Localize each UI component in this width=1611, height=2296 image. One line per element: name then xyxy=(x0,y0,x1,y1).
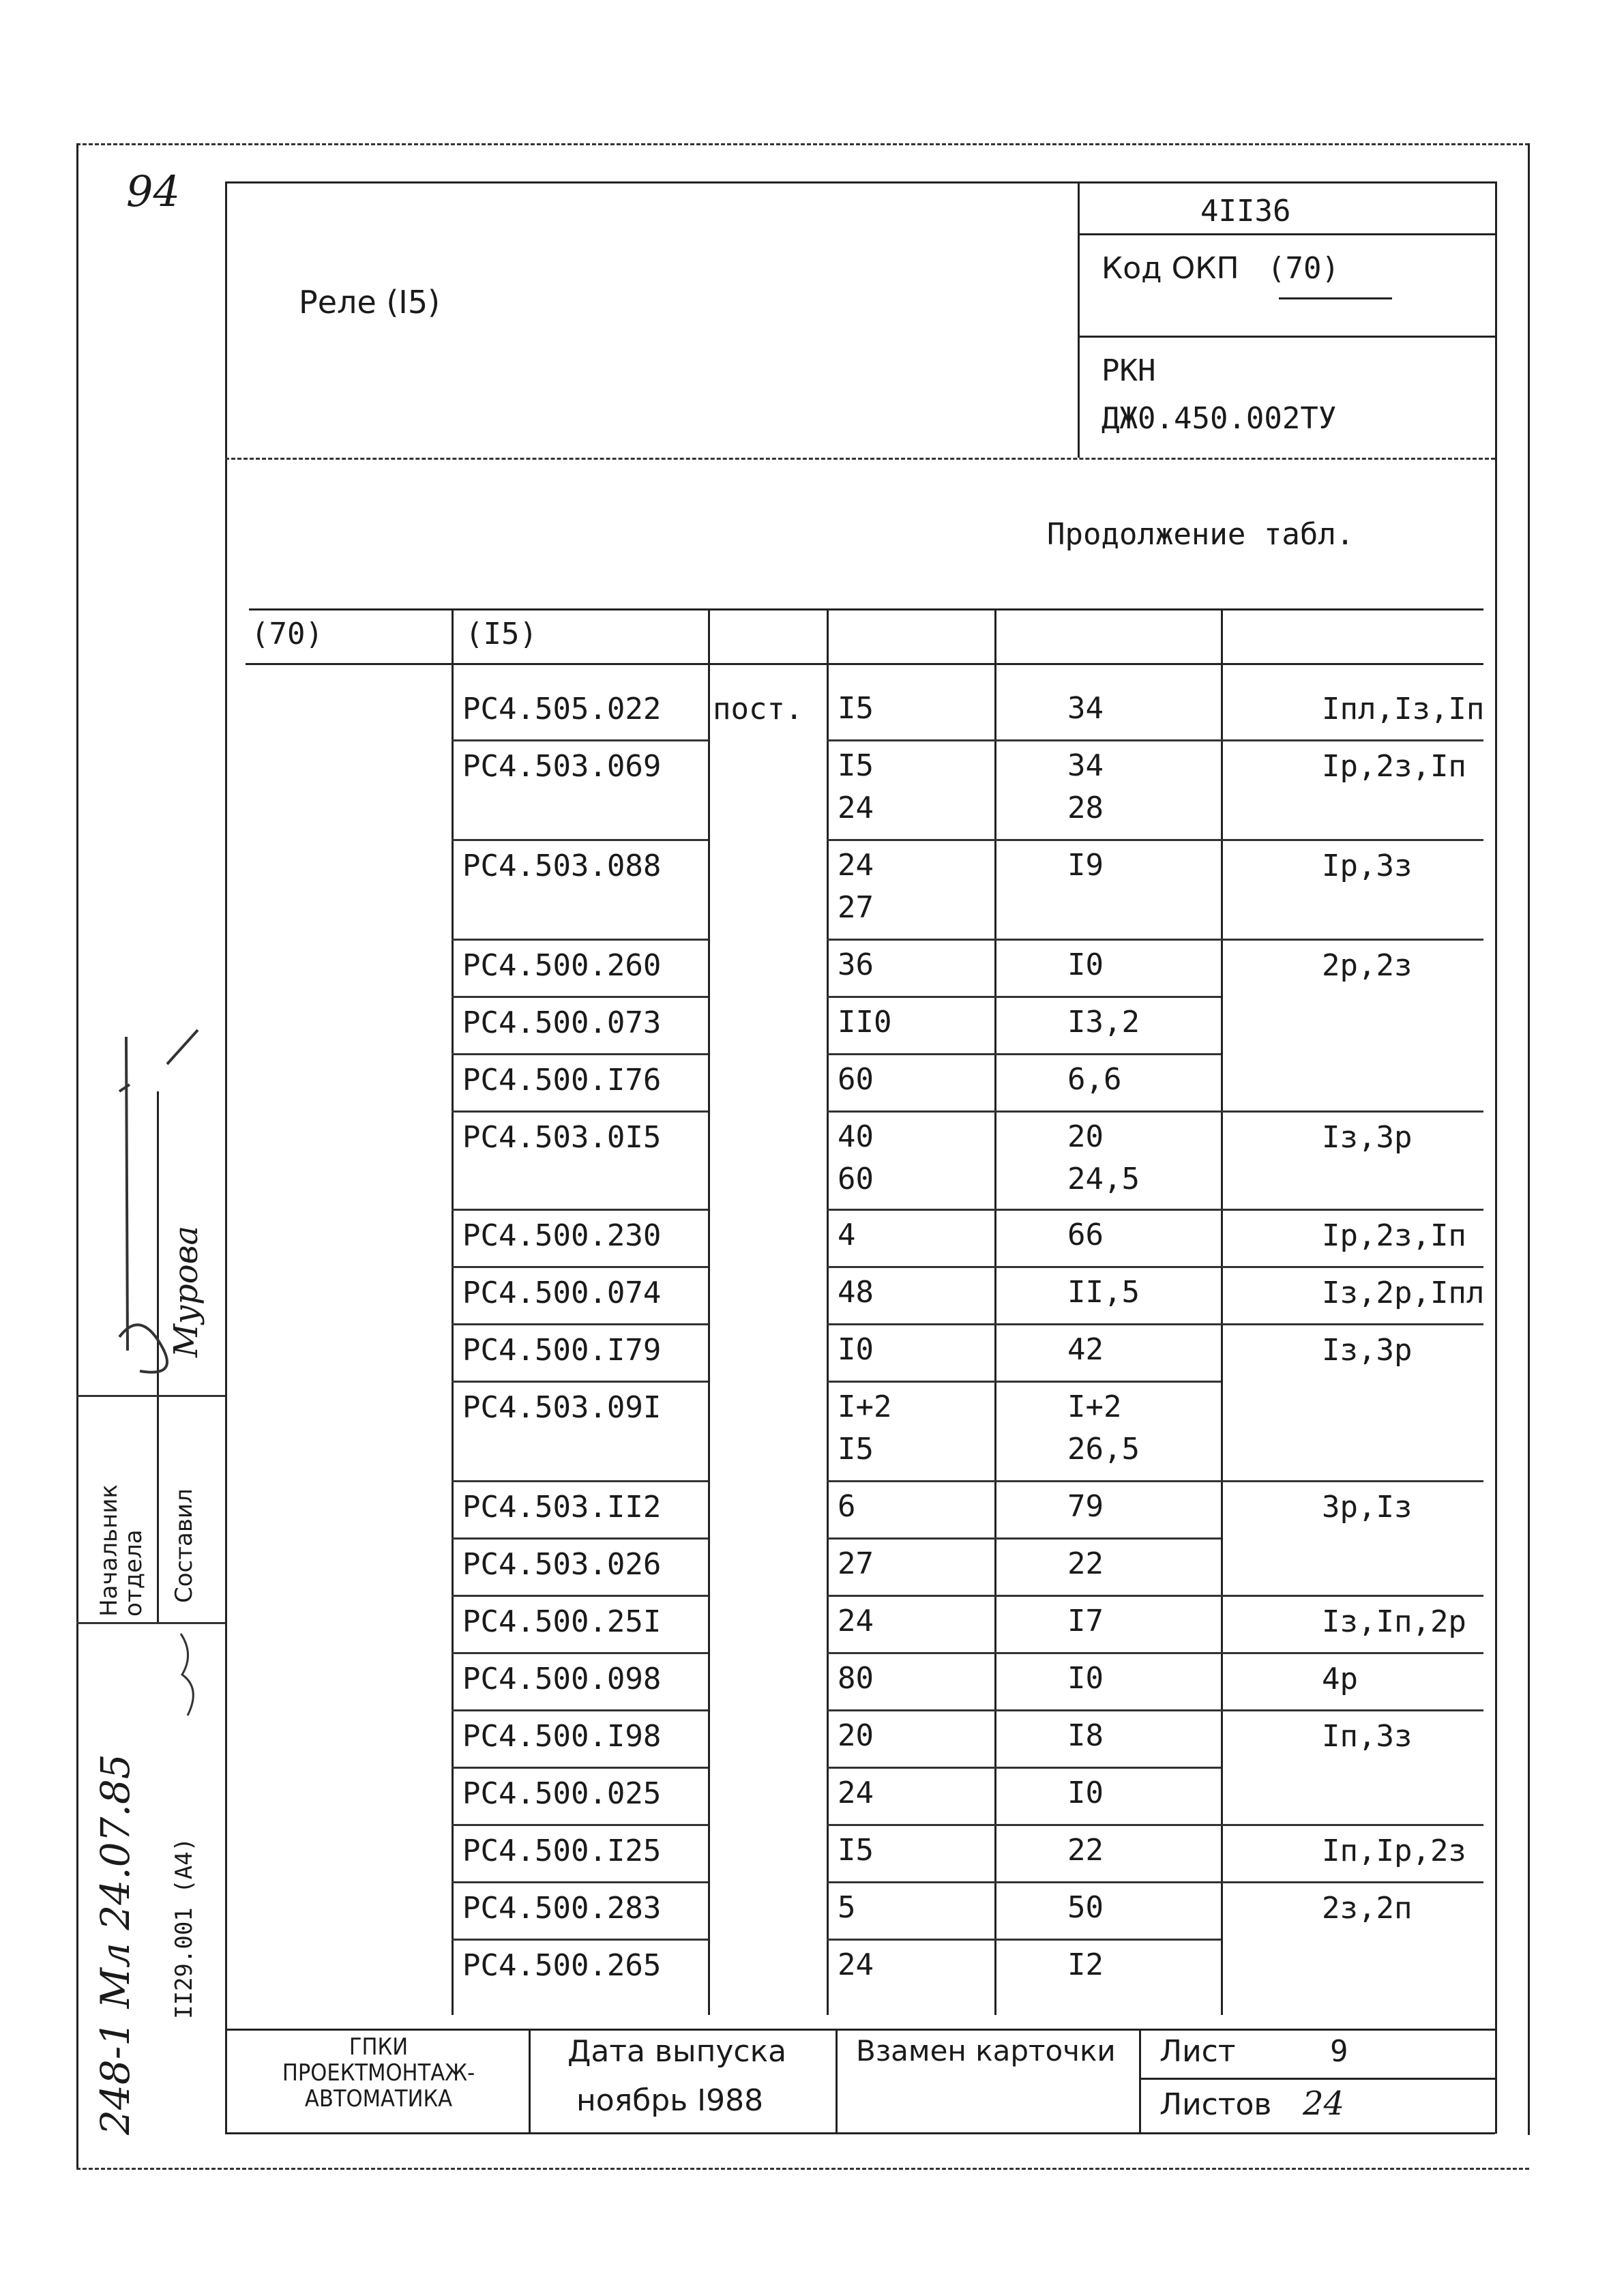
margin-head-label: Начальник отдела xyxy=(95,1484,147,1617)
row-value-2: 66 xyxy=(1067,1218,1104,1252)
row-contacts: Iз,3р xyxy=(1322,1333,1413,1368)
footer-sheet-line xyxy=(1139,2078,1495,2080)
row-value-2: 22 xyxy=(1067,1833,1104,1868)
row-sep xyxy=(452,939,708,941)
row-value-1: 24 27 xyxy=(838,848,874,925)
row-code: РС4.500.073 xyxy=(462,1005,662,1040)
row-value-2: 79 xyxy=(1067,1489,1104,1524)
row-value-2: II,5 xyxy=(1067,1275,1140,1310)
row-value-2: 6,6 xyxy=(1067,1062,1122,1097)
col-line-5 xyxy=(1221,608,1223,2015)
document-title: Реле (I5) xyxy=(299,284,441,321)
signature-scribble xyxy=(78,1010,228,1392)
row-value-1: 6 xyxy=(838,1489,856,1524)
row-value-1: 4 xyxy=(838,1218,856,1252)
footer-div-2 xyxy=(836,2029,838,2132)
row-sep xyxy=(827,1053,1221,1055)
table-header-top xyxy=(249,608,1483,610)
row-contacts: 4р xyxy=(1322,1662,1358,1696)
footer-date-value: ноябрь I988 xyxy=(576,2083,764,2118)
row-contacts: 2з,2п xyxy=(1322,1891,1413,1926)
okp-underline xyxy=(1279,297,1392,299)
row-code: РС4.503.09I xyxy=(462,1390,662,1425)
row-sep xyxy=(452,839,708,841)
row-code: РС4.500.265 xyxy=(462,1948,662,1983)
row-contacts: Iр,2з,Iп xyxy=(1322,1218,1466,1253)
row-code: РС4.505.022 xyxy=(462,692,662,726)
row-sep xyxy=(1221,839,1483,841)
row-value-1: 24 xyxy=(838,1604,874,1638)
row-value-1: II0 xyxy=(838,1005,892,1040)
footer-sheet-value: 9 xyxy=(1330,2034,1348,2069)
row-value-1: 24 xyxy=(838,1947,874,1982)
page-number: 94 xyxy=(126,166,180,216)
header-code-line xyxy=(1078,233,1495,235)
row-sep xyxy=(827,1824,1221,1826)
row-value-1: I+2 I5 xyxy=(838,1389,892,1467)
small-signature-scribble xyxy=(167,1627,215,1722)
footer-div-3 xyxy=(1139,2029,1141,2132)
row-sep xyxy=(827,839,1221,841)
row-code: РС4.503.0I5 xyxy=(462,1120,662,1155)
row-sep xyxy=(452,1381,708,1383)
margin-stamp: 248-1 Мл 24.07.85 xyxy=(92,1754,138,2135)
row-contacts: Iпл,Iз,Iп xyxy=(1322,692,1485,726)
row-contacts: Iз,2р,Iпл xyxy=(1322,1276,1485,1310)
row-contacts: 2р,2з xyxy=(1322,948,1413,983)
row-value-2: 42 xyxy=(1067,1332,1104,1367)
row-code: РС4.503.069 xyxy=(462,749,662,784)
row-sep xyxy=(827,939,1221,941)
row-value-1: 40 60 xyxy=(838,1119,874,1196)
row-sep xyxy=(1221,739,1483,741)
row-code: РС4.503.026 xyxy=(462,1547,662,1582)
outer-frame-top xyxy=(76,143,1529,145)
row-sep xyxy=(1221,1881,1483,1883)
row-sep xyxy=(1221,1709,1483,1711)
row-value-1: 24 xyxy=(838,1776,874,1810)
table-header-bottom xyxy=(246,663,1483,665)
row-sep xyxy=(1221,1323,1483,1325)
footer-replaces-label: Взамен карточки xyxy=(856,2034,1116,2067)
row-sep xyxy=(827,1209,1221,1211)
footer-sheets-label: Листов xyxy=(1159,2087,1272,2122)
row-value-1: 27 xyxy=(838,1546,874,1581)
row-value-2: I0 xyxy=(1067,1776,1104,1810)
row-sep xyxy=(452,1595,708,1597)
row-value-2: 50 xyxy=(1067,1890,1104,1925)
row-value-1: I5 xyxy=(838,691,874,726)
row-sep xyxy=(827,1480,1221,1482)
row-sep xyxy=(827,1709,1221,1711)
row-value-2: 34 28 xyxy=(1067,748,1104,825)
row-sep xyxy=(452,1767,708,1769)
row-sep xyxy=(827,1381,1221,1383)
main-frame-right xyxy=(1495,181,1497,2134)
row-sep xyxy=(827,1266,1221,1268)
continuation-label: Продолжение табл. xyxy=(1047,517,1355,552)
row-contacts: Iр,2з,Iп xyxy=(1322,749,1466,784)
row-value-1: 20 xyxy=(838,1718,874,1753)
row-code: РС4.500.I76 xyxy=(462,1063,662,1098)
header-okp-line xyxy=(1078,336,1495,338)
col-line-2 xyxy=(708,608,710,2015)
margin-compiled-label: Составил xyxy=(171,1488,198,1603)
footer-div-1 xyxy=(529,2029,531,2132)
footer-date-label: Дата выпуска xyxy=(567,2034,787,2069)
row-sep xyxy=(1221,1480,1483,1482)
row-code: РС4.500.I98 xyxy=(462,1719,662,1754)
row-sep xyxy=(452,1053,708,1055)
row-contacts: Iз,Iп,2р xyxy=(1322,1604,1466,1639)
rkn-value: ДЖ0.450.002ТУ xyxy=(1102,401,1337,436)
row-value-2: I0 xyxy=(1067,947,1104,982)
row-sep xyxy=(452,1939,708,1941)
row-code: РС4.500.I25 xyxy=(462,1834,662,1868)
row-value-1: 48 xyxy=(838,1275,874,1310)
row-contacts: Iп,Iр,2з xyxy=(1322,1834,1466,1868)
col-line-1 xyxy=(452,608,454,2015)
row-contacts: 3р,Iз xyxy=(1322,1490,1413,1525)
row-code: РС4.503.088 xyxy=(462,849,662,883)
row-value-2: I2 xyxy=(1067,1947,1104,1982)
row-value-2: I7 xyxy=(1067,1604,1104,1638)
row-contacts: Iр,3з xyxy=(1322,849,1413,883)
row-value-1: 80 xyxy=(838,1661,874,1696)
row-sep xyxy=(827,1537,1221,1540)
okp-label: Код ОКП xyxy=(1102,251,1239,286)
row-code: РС4.500.I79 xyxy=(462,1333,662,1368)
row-value-2: 20 24,5 xyxy=(1067,1119,1140,1196)
row-sep xyxy=(827,1881,1221,1883)
footer-sheet-label: Лист xyxy=(1159,2034,1236,2069)
row-sep xyxy=(1221,939,1483,941)
row-value-2: I9 xyxy=(1067,848,1104,883)
row-sep xyxy=(827,1939,1221,1941)
row-value-1: I0 xyxy=(838,1332,874,1367)
margin-line-1 xyxy=(76,1395,225,1397)
row-code: РС4.503.II2 xyxy=(462,1490,662,1525)
row-value-2: 34 xyxy=(1067,691,1104,726)
footer-bottom-line xyxy=(225,2132,1495,2134)
row-contacts: Iз,3р xyxy=(1322,1120,1413,1155)
row-sep xyxy=(452,1537,708,1540)
row-contacts: Iп,3з xyxy=(1322,1719,1413,1754)
row-sep xyxy=(452,1709,708,1711)
col-line-4 xyxy=(994,608,996,2015)
row-value-2: 22 xyxy=(1067,1546,1104,1581)
margin-signature: Мурова xyxy=(167,1225,205,1357)
header-top-line xyxy=(225,181,1495,183)
row-code: РС4.500.283 xyxy=(462,1891,662,1926)
row-sep xyxy=(827,739,1221,741)
row-code: РС4.500.230 xyxy=(462,1218,662,1253)
col-header-15: (I5) xyxy=(465,617,537,651)
row-sep xyxy=(452,996,708,998)
row-sep xyxy=(452,1824,708,1826)
row-value-2: I+2 26,5 xyxy=(1067,1389,1140,1467)
row-sep xyxy=(1221,1652,1483,1654)
row-sep xyxy=(827,1110,1221,1113)
header-bottom-line xyxy=(225,458,1495,460)
row-sep xyxy=(827,1652,1221,1654)
row-value-1: 5 xyxy=(838,1890,856,1925)
row-value-1: I5 xyxy=(838,1833,874,1868)
row-sep xyxy=(452,1652,708,1654)
doc-code: 4II36 xyxy=(1200,194,1291,229)
row-value-1: 60 xyxy=(838,1062,874,1097)
col-header-70: (70) xyxy=(251,617,323,651)
footer-org: ГПКИ ПРОЕКТМОНТАЖ- АВТОМАТИКА xyxy=(282,2033,475,2113)
row-value-2: I8 xyxy=(1067,1718,1104,1753)
rkn-label: РКН xyxy=(1102,353,1156,388)
margin-line-2 xyxy=(76,1622,225,1624)
row-sep xyxy=(452,1110,708,1113)
row-value-1: 36 xyxy=(838,947,874,982)
row-sep xyxy=(452,1881,708,1883)
col-line-3 xyxy=(827,608,829,2015)
current-type: пост. xyxy=(713,692,803,726)
row-code: РС4.500.025 xyxy=(462,1776,662,1811)
row-sep xyxy=(452,739,708,741)
header-divider xyxy=(1078,181,1080,458)
row-sep xyxy=(827,1323,1221,1325)
row-sep xyxy=(452,1266,708,1268)
okp-value: (70) xyxy=(1267,251,1340,286)
row-code: РС4.500.098 xyxy=(462,1662,662,1696)
row-sep xyxy=(452,1480,708,1482)
row-sep xyxy=(1221,1209,1483,1211)
row-value-1: I5 24 xyxy=(838,748,874,825)
footer-top-line xyxy=(225,2029,1495,2031)
row-sep xyxy=(452,1209,708,1211)
row-sep xyxy=(1221,1110,1483,1113)
row-sep xyxy=(1221,1266,1483,1268)
outer-frame-right xyxy=(1528,143,1530,2135)
row-sep xyxy=(827,1595,1221,1597)
row-sep xyxy=(1221,1595,1483,1597)
outer-frame-bottom xyxy=(76,2168,1529,2170)
row-code: РС4.500.074 xyxy=(462,1276,662,1310)
row-sep xyxy=(1221,1824,1483,1826)
footer-sheets-value: 24 xyxy=(1303,2085,1345,2123)
row-sep xyxy=(452,1323,708,1325)
row-code: РС4.500.260 xyxy=(462,948,662,983)
row-sep xyxy=(827,996,1221,998)
row-sep xyxy=(827,1767,1221,1769)
row-code: РС4.500.25I xyxy=(462,1604,662,1639)
row-value-2: I3,2 xyxy=(1067,1005,1140,1040)
row-value-2: I0 xyxy=(1067,1661,1104,1696)
margin-form-code: II29.001 (А4) xyxy=(171,1837,198,2019)
